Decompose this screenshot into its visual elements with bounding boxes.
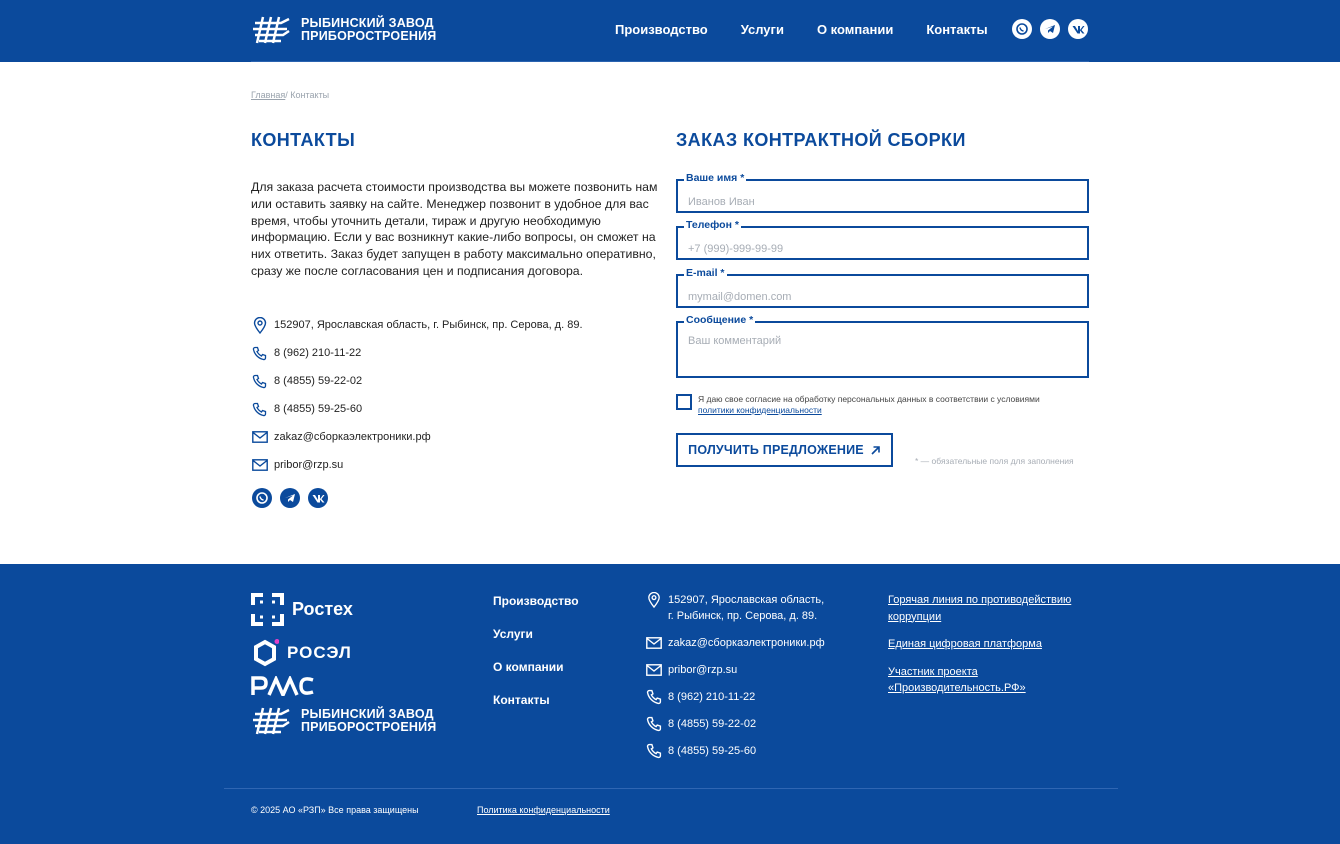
rzp-logo-icon xyxy=(251,15,293,45)
phone-icon xyxy=(251,345,268,362)
footer-nav-contacts[interactable]: Контакты xyxy=(493,693,550,707)
footer-contacts xyxy=(646,592,825,770)
footer-links xyxy=(888,592,1088,708)
productivity-project-link[interactable]: Участник проекта «Производительность.РФ» xyxy=(888,665,1026,694)
whatsapp-icon[interactable] xyxy=(1012,19,1032,39)
contact-email[interactable]: pribor@rzp.su xyxy=(251,451,583,479)
phone-icon xyxy=(251,373,268,390)
copyright: © 2025 АО «РЗП» Все права защищены xyxy=(251,805,419,815)
phone-icon xyxy=(646,716,662,732)
message-label: Сообщение * xyxy=(686,314,754,326)
breadcrumb-current: Контакты xyxy=(287,90,330,100)
privacy-policy-link[interactable]: политики конфиденциальности xyxy=(698,405,822,415)
nav-item-contacts[interactable]: Контакты xyxy=(926,22,988,37)
header xyxy=(0,0,1340,62)
consent-text: Я даю свое согласие на обработку персональных данных в соответствии с условиями xyxy=(698,394,1040,404)
phone-label: Телефон * xyxy=(686,219,739,231)
brand-line2: ПРИБОРОСТРОЕНИЯ xyxy=(301,29,437,43)
vk-icon[interactable] xyxy=(308,488,328,508)
rostec-text: Ростех xyxy=(292,598,353,619)
name-input[interactable] xyxy=(678,181,1087,211)
phone-icon xyxy=(251,401,268,418)
nav-item-production[interactable]: Производство xyxy=(615,22,708,37)
footer-brand-line2: ПРИБОРОСТРОЕНИЯ xyxy=(301,720,437,734)
rzp-logo-icon xyxy=(251,706,293,736)
footer-phone[interactable]: 8 (4855) 59-22-02 xyxy=(646,716,825,732)
footer xyxy=(0,564,1340,844)
contacts-title: КОНТАКТЫ xyxy=(251,130,356,150)
rostec-logo[interactable] xyxy=(251,592,437,626)
name-label: Ваше имя * xyxy=(686,172,745,184)
mail-icon xyxy=(646,662,662,678)
mail-icon xyxy=(251,429,268,446)
header-social xyxy=(1012,19,1096,39)
rostec-logo-icon xyxy=(251,593,284,626)
footer-email[interactable]: zakaz@сборкаэлектроники.рф xyxy=(646,635,825,651)
contact-address: 152907, Ярославская область, г. Рыбинск, пр. Серова, д. 89. xyxy=(251,311,583,339)
contacts-intro: Для заказа расчета стоимости производства вы можете позвонить нам или оставить заявку на сайте. Менеджер позвонит в удобное для вас время, чтобы уточнить детали, тираж и другую необходимую информацию. Если у вас возникнут какие-либо вопросы, он сможет на них ответить. Заказ будет запущен в работу максимально оперативно, сразу же после согласования цен и подписания договора. xyxy=(251,180,658,278)
footer-nav-about[interactable]: О компании xyxy=(493,660,564,674)
contacts-list xyxy=(251,311,583,479)
breadcrumb xyxy=(251,90,329,100)
phone-input[interactable] xyxy=(678,228,1087,258)
rosel-text: РОСЭЛ xyxy=(287,643,352,662)
required-note: * — обязательные поля для заполнения xyxy=(915,456,1074,466)
submit-button[interactable] xyxy=(676,433,893,467)
consent-checkbox[interactable] xyxy=(676,394,692,410)
digital-platform-link[interactable]: Единая цифровая платформа xyxy=(888,638,1042,650)
contacts-social xyxy=(252,488,336,508)
brand-logo[interactable] xyxy=(251,15,437,45)
footer-privacy-link[interactable]: Политика конфиденциальности xyxy=(477,805,610,815)
location-pin-icon xyxy=(646,592,662,608)
breadcrumb-separator: / xyxy=(285,90,288,100)
brand-line1: РЫБИНСКИЙ ЗАВОД xyxy=(301,16,434,30)
footer-logos xyxy=(251,592,437,736)
submit-label: ПОЛУЧИТЬ ПРЕДЛОЖЕНИЕ xyxy=(688,443,864,457)
form-title: ЗАКАЗ КОНТРАКТНОЙ СБОРКИ xyxy=(676,130,966,150)
main-nav xyxy=(615,22,1021,37)
name-field xyxy=(676,172,1089,213)
footer-phone[interactable]: 8 (4855) 59-25-60 xyxy=(646,743,825,759)
contact-email[interactable]: zakaz@сборкаэлектроники.рф xyxy=(251,423,583,451)
message-input[interactable] xyxy=(678,323,1087,376)
rmas-logo-icon xyxy=(251,676,315,696)
phone-icon xyxy=(646,743,662,759)
mail-icon xyxy=(251,457,268,474)
nav-item-services[interactable]: Услуги xyxy=(740,22,784,37)
rosel-logo-icon xyxy=(251,639,279,667)
breadcrumb-home[interactable]: Главная xyxy=(251,90,286,100)
contact-phone[interactable]: 8 (4855) 59-22-02 xyxy=(251,367,583,395)
email-label: E-mail * xyxy=(686,267,725,279)
email-field xyxy=(676,267,1089,308)
message-field xyxy=(676,314,1089,378)
telegram-icon[interactable] xyxy=(1040,19,1060,39)
rosel-logo[interactable] xyxy=(251,636,437,670)
consent xyxy=(676,394,1078,416)
whatsapp-icon[interactable] xyxy=(252,488,272,508)
rmas-logo[interactable] xyxy=(251,676,437,698)
phone-icon xyxy=(646,689,662,705)
nav-item-about[interactable]: О компании xyxy=(816,22,894,37)
footer-brand-line1: РЫБИНСКИЙ ЗАВОД xyxy=(301,707,434,721)
vk-icon[interactable] xyxy=(1068,19,1088,39)
contact-phone[interactable]: 8 (962) 210-11-22 xyxy=(251,339,583,367)
header-divider xyxy=(251,61,1089,62)
mail-icon xyxy=(646,635,662,651)
footer-nav xyxy=(493,594,579,726)
arrow-up-right-icon xyxy=(870,445,881,456)
footer-nav-production[interactable]: Производство xyxy=(493,594,579,608)
footer-brand-logo[interactable] xyxy=(251,706,437,736)
phone-field xyxy=(676,219,1089,260)
footer-phone[interactable]: 8 (962) 210-11-22 xyxy=(646,689,825,705)
footer-address: 152907, Ярославская область, г. Рыбинск, пр. Серова, д. 89. xyxy=(646,592,825,624)
contact-phone[interactable]: 8 (4855) 59-25-60 xyxy=(251,395,583,423)
email-input[interactable] xyxy=(678,276,1087,306)
location-pin-icon xyxy=(251,317,268,334)
footer-email[interactable]: pribor@rzp.su xyxy=(646,662,825,678)
corruption-hotline-link[interactable]: Горячая линия по противодействию коррупции xyxy=(888,594,1072,623)
footer-divider xyxy=(224,788,1118,789)
footer-nav-services[interactable]: Услуги xyxy=(493,627,533,641)
telegram-icon[interactable] xyxy=(280,488,300,508)
